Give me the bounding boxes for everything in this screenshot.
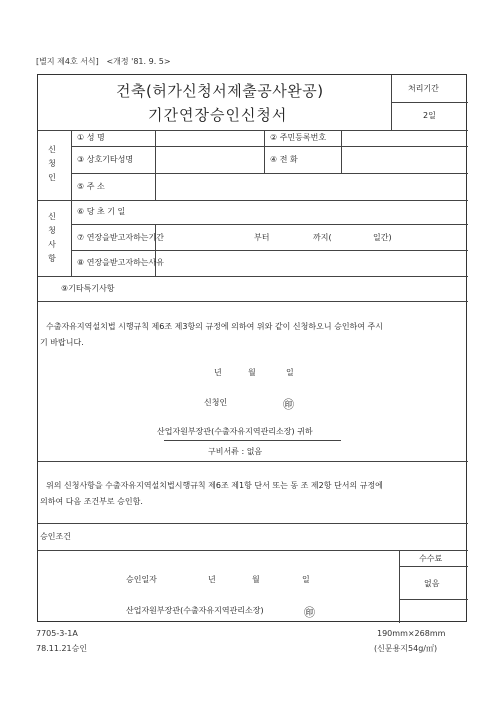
title-line-1: 건축(허가신청서제출공사완공): [116, 82, 324, 100]
resident-number-label: ② 주민등록번호: [270, 133, 327, 142]
approval-date-month: 월: [252, 575, 260, 584]
form-code: 7705-3-1A: [36, 629, 78, 638]
form-reference: [별지 제4호 서식] <개정 '81. 9. 5>: [36, 57, 171, 66]
application-form: [37, 74, 467, 622]
date-month: 월: [248, 368, 256, 377]
trade-name-label: ③ 상호기타성명: [77, 155, 134, 164]
period-from: 부터: [254, 233, 270, 242]
applicant-signature-label: 신청인: [204, 398, 228, 407]
application-statement-2: 기 바랍니다.: [40, 338, 84, 347]
fee-value: 없음: [424, 579, 440, 588]
extension-period-label: ⑦ 연장을받고자하는기간: [77, 233, 164, 242]
title-line-2: 기간연장승인신청서: [148, 106, 288, 124]
other-notes-label: ⑨기타특기사항: [61, 284, 115, 293]
fee-label: 수수료: [419, 554, 443, 563]
initial-date-label: ⑥ 당 초 기 일: [77, 207, 126, 216]
processing-period-value: 2일: [423, 111, 436, 120]
applicant-section-label: 신 청 인: [48, 145, 56, 182]
approval-statement-2: 의하여 다음 조건부로 승인함.: [40, 497, 143, 506]
phone-label: ④ 전 화: [270, 155, 298, 164]
name-label: ① 성 명: [77, 133, 105, 142]
application-statement-1: 수출자유지역설치법 시행규칙 제6조 제3항의 규정에 의하여 위와 같이 신청하오니 승인하여 주시: [46, 322, 383, 331]
paper-size: 190mm×268mm: [377, 629, 446, 638]
approval-date-year: 년: [208, 575, 216, 584]
processing-period-label: 처리기간: [408, 84, 439, 93]
paper-type: (신문용지54g/㎡): [374, 644, 438, 653]
approver: 산업자원부장관(수출자유지역관리소장): [126, 606, 264, 615]
required-documents: 구비서류 : 없음: [208, 447, 263, 456]
seal-icon: ㊞: [283, 398, 294, 411]
period-to: 까지(: [313, 233, 332, 242]
address-label: ⑤ 주 소: [77, 182, 105, 191]
extension-reason-label: ⑧ 연장을받고자하는사유: [77, 258, 164, 267]
date-day: 일: [286, 368, 294, 377]
approval-date-day: 일: [302, 575, 310, 584]
form-approval-date: 78.11.21승인: [36, 644, 88, 653]
date-year: 년: [214, 368, 222, 377]
request-section-label: 신 청 사 항: [48, 212, 56, 263]
approval-statement-1: 위의 신청사항을 수출자유지역설치법시행규칙 제6조 제1항 단서 또는 동 조 제2항 단서의 규정에: [46, 481, 383, 490]
approval-date-label: 승인일자: [126, 575, 157, 584]
approval-conditions-label: 승인조건: [40, 532, 71, 541]
period-days: 일간): [373, 233, 392, 242]
approver-seal-icon: ㊞: [304, 606, 315, 619]
addressee: 산업자원부장관(수출자유지역관리소장) 귀하: [157, 427, 313, 436]
